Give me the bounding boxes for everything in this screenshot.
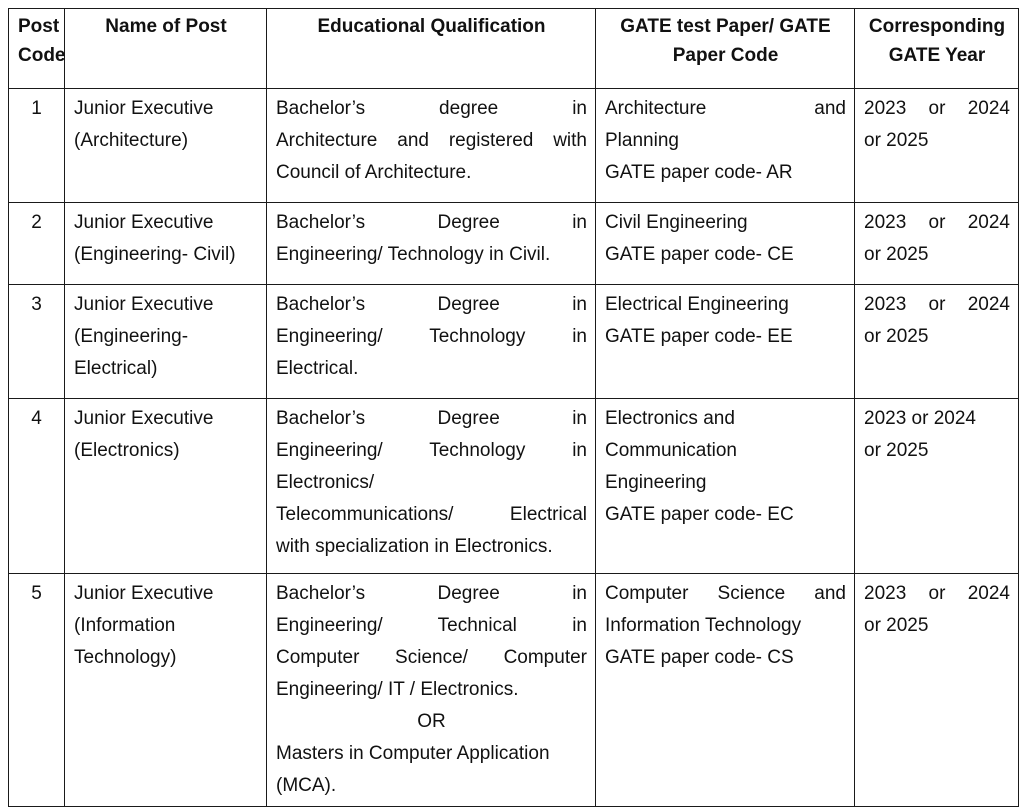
header-gate-year: Corresponding GATE Year xyxy=(855,9,1019,89)
qualification-cell: Bachelor’s Degree in Engineering/ Technology in Civil. xyxy=(267,203,596,285)
qualification-cell: Bachelor’s Degree in Engineering/ Technology in Electronics/ Telecommunications/ Electrical with specialization in Electronics. xyxy=(267,399,596,574)
header-gate-paper: GATE test Paper/ GATE Paper Code xyxy=(596,9,855,89)
gate-year-cell: 2023 or 2024 or 2025 xyxy=(855,203,1019,285)
header-name-of-post: Name of Post xyxy=(65,9,267,89)
gate-paper-cell: Electronics and Communication Engineering GATE paper code- EC xyxy=(596,399,855,574)
post-name-cell: Junior Executive (Engineering- Electrical) xyxy=(65,285,267,399)
gate-paper-cell: Architecture and Planning GATE paper code- AR xyxy=(596,89,855,203)
post-name-cell: Junior Executive (Engineering- Civil) xyxy=(65,203,267,285)
table-row xyxy=(9,574,1019,807)
post-code-cell: 2 xyxy=(9,203,65,285)
post-name-cell: Junior Executive (Information Technology) xyxy=(65,574,267,807)
table-header-row xyxy=(9,9,1019,89)
gate-posts-table xyxy=(8,8,1019,807)
gate-paper-cell: Computer Science and Information Technology GATE paper code- CS xyxy=(596,574,855,807)
post-code-cell: 3 xyxy=(9,285,65,399)
gate-year-cell: 2023 or 2024 or 2025 xyxy=(855,89,1019,203)
qualification-cell: Bachelor’s Degree in Engineering/ Technology in Electrical. xyxy=(267,285,596,399)
qualification-cell: Bachelor’s Degree in Engineering/ Technical in Computer Science/ Computer Engineering/ IT / Electronics. OR Masters in Computer Application (MCA). xyxy=(267,574,596,807)
post-name-cell: Junior Executive (Architecture) xyxy=(65,89,267,203)
post-code-cell: 4 xyxy=(9,399,65,574)
table-row xyxy=(9,399,1019,574)
table-row xyxy=(9,89,1019,203)
gate-paper-cell: Electrical Engineering GATE paper code- EE xyxy=(596,285,855,399)
header-post-code: Post Code xyxy=(9,9,65,89)
table-row xyxy=(9,285,1019,399)
gate-year-cell: 2023 or 2024 or 2025 xyxy=(855,574,1019,807)
qualification-cell: Bachelor’s degree in Architecture and registered with Council of Architecture. xyxy=(267,89,596,203)
gate-year-cell: 2023 or 2024 or 2025 xyxy=(855,399,1019,574)
post-code-cell: 1 xyxy=(9,89,65,203)
header-educational-qualification: Educational Qualification xyxy=(267,9,596,89)
table-row xyxy=(9,203,1019,285)
gate-year-cell: 2023 or 2024 or 2025 xyxy=(855,285,1019,399)
gate-paper-cell: Civil Engineering GATE paper code- CE xyxy=(596,203,855,285)
post-name-cell: Junior Executive (Electronics) xyxy=(65,399,267,574)
post-code-cell: 5 xyxy=(9,574,65,807)
